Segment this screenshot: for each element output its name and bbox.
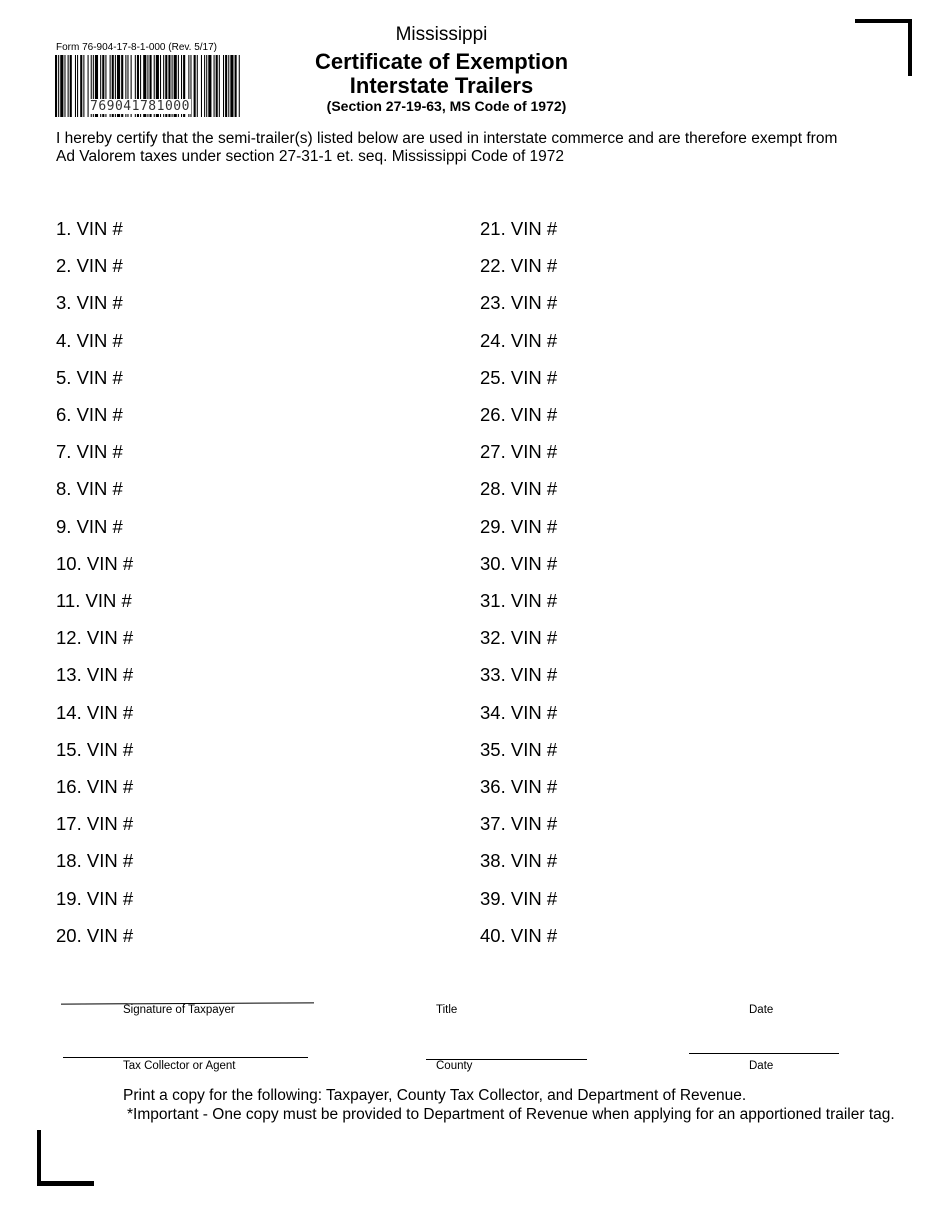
vin-entry[interactable]: 18. VIN # [56,850,134,872]
vin-entry[interactable]: 33. VIN # [480,664,558,686]
registration-mark-bottom-left [37,1181,94,1186]
vin-entry[interactable]: 25. VIN # [480,366,558,388]
vin-entry[interactable]: 10. VIN # [56,552,134,574]
date-label: Date [749,1004,774,1016]
vin-entry[interactable]: 34. VIN # [480,701,558,723]
vin-entry[interactable]: 14. VIN # [56,701,134,723]
certification-statement: I hereby certify that the semi-trailer(s) listed below are used in interstate commerce and are therefore exempt from Ad Valorem taxes under section 27-31-1 et. seq. Mississippi Code of 1972 [56,130,838,165]
vin-entry[interactable]: 24. VIN # [480,329,558,351]
vin-entry[interactable]: 22. VIN # [480,255,558,277]
footer-line-1: Print a copy for the following: Taxpayer, County Tax Collector, and Department of Revenue. [123,1087,747,1104]
barcode-digits: 769041781000 [90,99,190,114]
vin-entry[interactable]: 27. VIN # [480,441,558,463]
title-label: Title [436,1004,458,1016]
footer-instructions [123,1086,895,1124]
vin-entry[interactable]: 38. VIN # [480,850,558,872]
tax-collector-label: Tax Collector or Agent [123,1060,236,1072]
vin-entry[interactable]: 13. VIN # [56,664,134,686]
county-label: County [436,1060,473,1072]
vin-entry[interactable]: 23. VIN # [480,292,558,314]
statute-reference: (Section 27-19-63, MS Code of 1972) [326,98,567,114]
vin-entry[interactable]: 29. VIN # [480,515,558,537]
date-label: Date [749,1060,774,1072]
footer-line-2: *Important - One copy must be provided to Department of Revenue when applying for an apportioned trailer tag. [127,1106,895,1123]
vin-entry[interactable]: 5. VIN # [56,366,123,388]
vin-entry[interactable]: 3. VIN # [56,292,123,314]
vin-entry[interactable]: 32. VIN # [480,627,558,649]
registration-mark-top-right [855,19,912,23]
form-number: Form 76-904-17-8-1-000 (Rev. 5/17) [56,42,217,53]
form-title: Certificate of Exemption [314,49,569,74]
vin-entry[interactable]: 39. VIN # [480,887,558,909]
registration-mark-top-right [908,19,912,76]
tax-collector-line[interactable] [63,1057,308,1058]
vin-entry[interactable]: 11. VIN # [56,590,132,611]
vin-entry[interactable]: 16. VIN # [56,776,134,797]
form-subtitle: Interstate Trailers [349,73,534,98]
vin-entry[interactable]: 21. VIN # [480,218,558,239]
vin-entry[interactable]: 26. VIN # [480,404,558,425]
vin-entry[interactable]: 40. VIN # [480,924,558,946]
registration-mark-bottom-left [37,1130,41,1186]
vin-entry[interactable]: 30. VIN # [480,552,558,574]
vin-entry[interactable]: 9. VIN # [56,515,123,537]
vin-entry[interactable]: 15. VIN # [56,738,134,760]
vin-entry[interactable]: 37. VIN # [480,813,558,835]
signature-of-taxpayer-label: Signature of Taxpayer [123,1004,235,1016]
state-name: Mississippi [395,24,488,45]
vin-entry[interactable]: 31. VIN # [480,590,558,611]
vin-entry[interactable]: 20. VIN # [56,924,134,946]
vin-entry[interactable]: 19. VIN # [56,887,134,909]
vin-entry[interactable]: 2. VIN # [56,255,123,277]
vin-entry[interactable]: 17. VIN # [56,813,134,835]
vin-entry[interactable]: 6. VIN # [56,404,123,425]
vin-entry[interactable]: 8. VIN # [56,478,123,500]
vin-entry[interactable]: 35. VIN # [480,738,558,760]
vin-entry[interactable]: 7. VIN # [56,441,123,463]
date-line[interactable] [689,1053,839,1054]
vin-entry[interactable]: 12. VIN # [56,627,134,649]
vin-entry[interactable]: 28. VIN # [480,478,558,500]
vin-entry[interactable]: 4. VIN # [56,329,123,351]
vin-entry[interactable]: 36. VIN # [480,776,558,797]
vin-entry[interactable]: 1. VIN # [56,218,123,239]
